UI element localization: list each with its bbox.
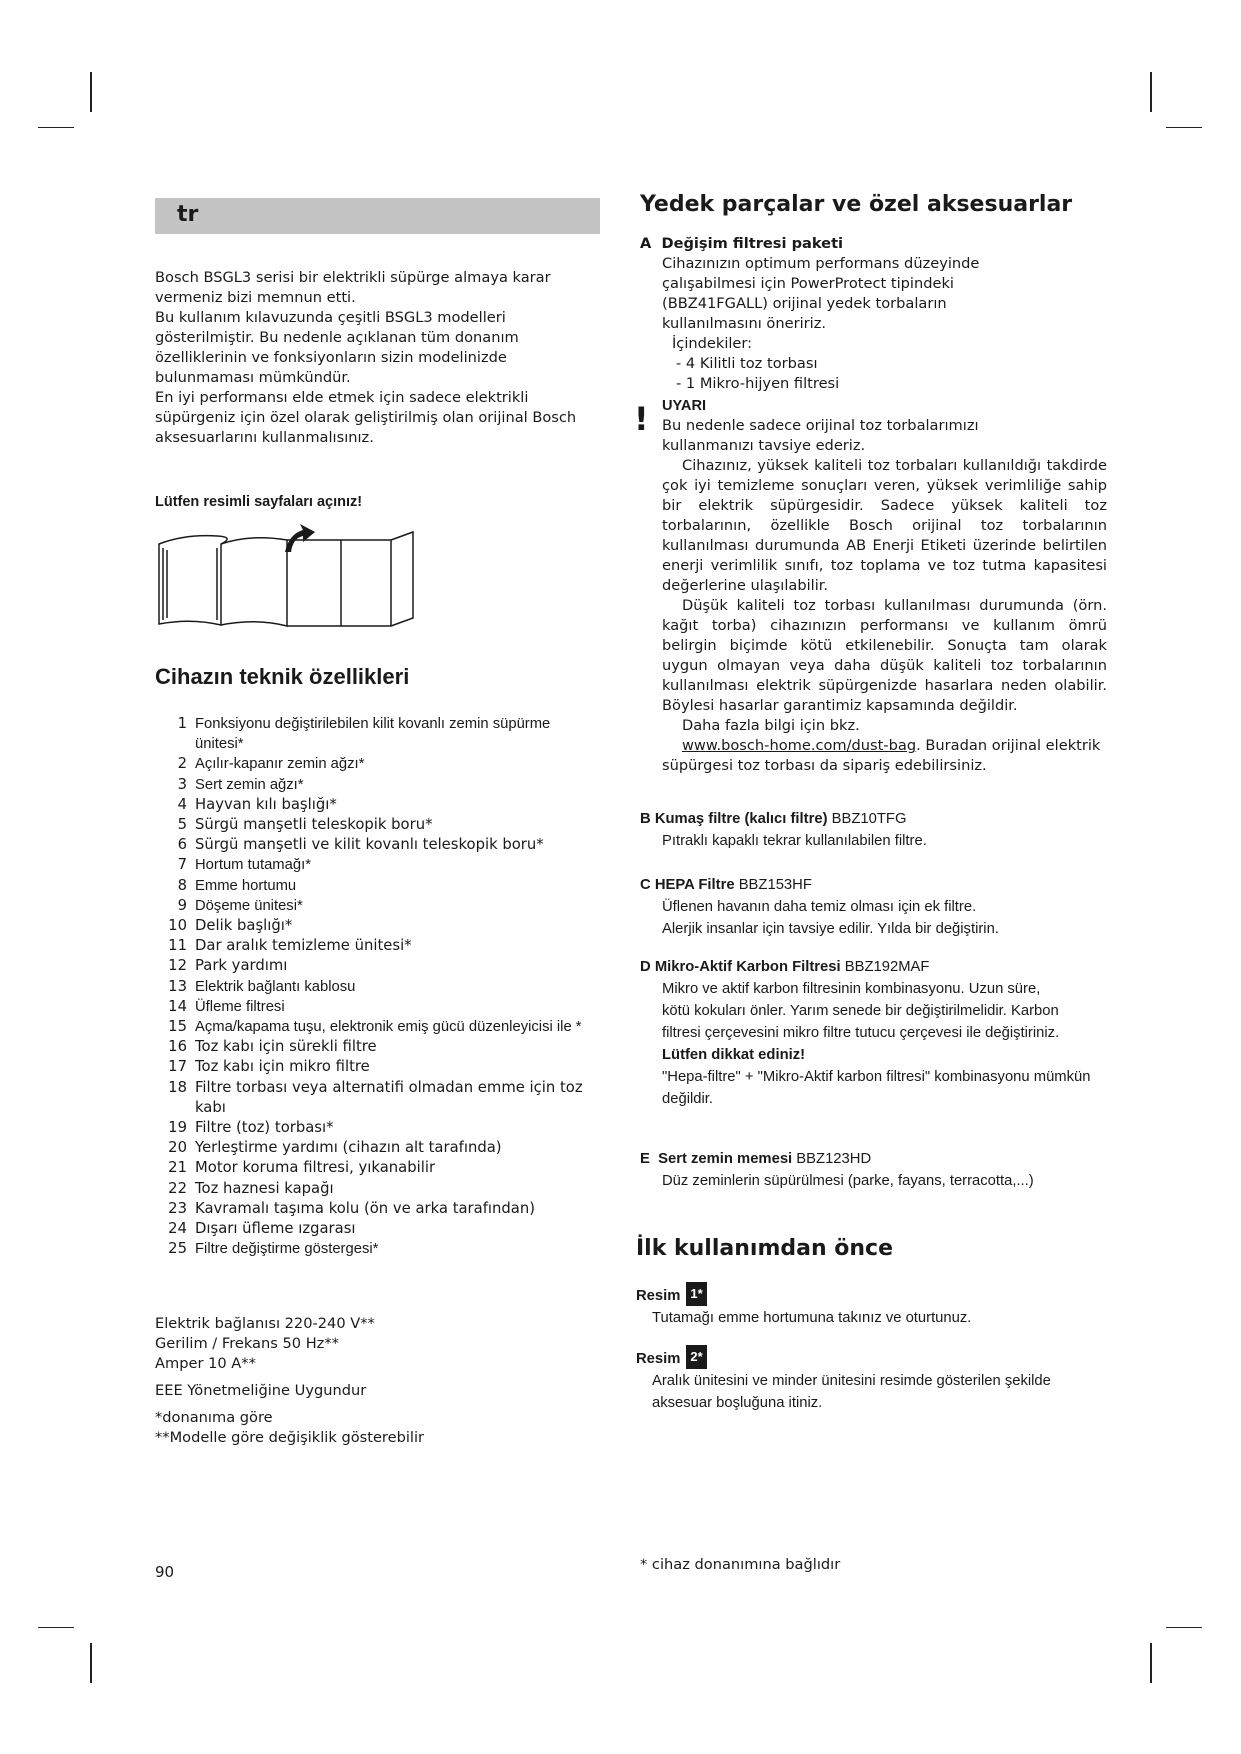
part-item [155,1219,595,1239]
section-d-text: Mikro ve aktif karbon filtresinin kombinasyonu. Uzun süre, kötü kokuları önler. Yarım senede bir değiştirilmelidir. Karbon filtresi çerçevesini mikro filtre tutucu çerçevesi ile değiştiriniz. [662,981,1060,1041]
part-label: Fonksiyonu değiştirilebilen kilit kovanlı zemin süpürme ünitesi* [195,716,551,753]
part-label: Filtre torbası veya alternatifi olmadan emme için toz kabı [195,1078,583,1116]
more-info-link-line [662,736,1107,776]
crop-mark [1150,1643,1152,1683]
contents-label: İçindekiler: [672,335,753,352]
resim-2 [636,1345,1106,1414]
part-item [155,855,595,875]
part-item [155,977,595,997]
intro-text [155,268,595,448]
warning-title: UYARI [662,398,707,414]
part-item [155,754,595,774]
part-item [155,956,595,976]
part-number: 9 [177,896,187,914]
attention-text: "Hepa-filtre" + "Mikro-Aktif karbon filtresi" kombinasyonu mümkün değildir. [662,1069,1091,1107]
part-label: Sürgü manşetli teleskopik boru* [195,816,433,834]
part-label: Toz haznesi kapağı [195,1179,334,1197]
dust-bag-link[interactable]: www.bosch-home.com/dust-bag [682,737,917,754]
contents-item: - 4 Kilitli toz torbası [676,355,818,372]
part-label: Toz kabı için mikro filtre [195,1058,370,1076]
section-b-title: Kumaş filtre (kalıcı filtre) [654,811,828,827]
section-c-title: HEPA Filtre [654,877,735,893]
part-item [155,835,595,855]
part-label: Açma/kapama tuşu, elektronik emiş gücü düzenleyicisi ile * [195,1019,582,1036]
warning-block [662,396,1107,776]
resim-label: Resim [636,1351,681,1367]
section-d-code: BBZ192MAF [844,959,930,975]
part-number: 13 [168,977,187,995]
spec-note1: *donanıma göre [155,1409,273,1426]
part-label: Filtre (toz) torbası* [195,1119,334,1137]
part-number: 5 [177,816,187,834]
resim-1-text: Tutamağı emme hortumuna takınız ve oturtunuz. [652,1310,972,1326]
part-label: Açılır-kapanır zemin ağzı* [195,756,365,773]
section-e [640,1148,1110,1192]
part-label: Yerleştirme yardımı (cihazın alt tarafında) [195,1139,502,1157]
intro-paragraph: En iyi performansı elde etmek için sadece elektrikli süpürgeniz için özel olarak geliştirilmiş olan orijinal Bosch aksesuarlarını kullanmalısınız. [155,389,577,446]
part-label: Döşeme ünitesi* [195,897,303,914]
section-e-code: BBZ123HD [796,1151,872,1167]
part-label: Dışarı üfleme ızgarası [195,1220,356,1238]
tech-specs-title: Cihazın teknik özellikleri [155,664,410,689]
part-item [155,936,595,956]
part-item [155,1057,595,1077]
part-item [155,815,595,835]
spec-eee: EEE Yönetmeliğine Uygundur [155,1382,367,1399]
section-d-title: Mikro-Aktif Karbon Filtresi [654,959,841,975]
section-a-title: Değişim filtresi paketi [661,235,844,252]
contents-item: - 1 Mikro-hijyen filtresi [676,375,840,392]
part-number: 15 [168,1018,187,1036]
part-item [155,1138,595,1158]
part-item [155,1078,595,1118]
low-quality-paragraph: Düşük kaliteli toz torbası kullanılması durumunda (örn. kağıt torba) cihazınızın performansı ve kullanım ömrü belirgin biçimde kötü etkilenebilir. Sonuçta tam olarak uygun olmayan veya daha düşük kaliteli toz torbalarının kullanılması elektrik süpürgenizde hasarlara neden olabilir. Böylesi hasarlar garantimiz kapsamında değildir. [662,597,1107,714]
part-item [155,714,595,754]
part-label: Dar aralık temizleme ünitesi* [195,937,412,955]
intro-paragraph: Bosch BSGL3 serisi bir elektrikli süpürge almaya karar vermeniz bizi memnun etti. [155,269,551,306]
spec-power: Elektrik bağlanısı 220-240 V** [155,1315,375,1332]
footnote: * cihaz donanımına bağlıdır [640,1556,841,1573]
intro-paragraph: Bu kullanım kılavuzunda çeşitli BSGL3 modelleri gösterilmiştir. Bu nedenle açıklanan tüm donanım özelliklerinin ve fonksiyonların sizin modelinizde bulunmaması mümkündür. [155,309,519,386]
part-label: Sert zemin ağzı* [195,776,304,793]
section-c-text: Alerjik insanlar için tavsiye edilir. Yılda bir değiştirin. [662,921,999,937]
part-number: 25 [168,1240,187,1258]
resim-label: Resim [636,1288,681,1304]
crop-mark [38,1627,74,1628]
part-item [155,1017,595,1037]
part-item [155,795,595,815]
part-item [155,1199,595,1219]
part-item [155,1239,595,1259]
electrical-specs [155,1314,424,1448]
part-number: 12 [168,957,187,975]
part-item [155,997,595,1017]
section-a-text: Cihazınızın optimum performans düzeyinde çalışabilmesi için PowerProtect tipindeki (BBZ41FGALL) orijinal yedek torbaların kullanılmasını öneririz. [662,255,980,332]
part-number: 22 [168,1179,187,1197]
part-label: Elektrik bağlantı kablosu [195,978,356,995]
attention-title: Lütfen dikkat ediniz! [662,1047,806,1063]
section-e-text: Düz zeminlerin süpürülmesi (parke, fayans, terracotta,...) [662,1173,1034,1189]
spec-voltage: Gerilim / Frekans 50 Hz** [155,1335,339,1352]
section-b-code: BBZ10TFG [831,811,907,827]
part-number: 14 [168,997,187,1015]
part-number: 24 [168,1220,187,1238]
part-number: 4 [177,795,187,813]
part-number: 2 [177,755,187,773]
warning-icon: ! [634,400,649,438]
part-number: 7 [177,856,187,874]
part-label: Hortum tutamağı* [195,857,311,874]
section-b [640,808,1110,852]
part-item [155,1118,595,1138]
part-item [155,1037,595,1057]
part-label: Emme hortumu [195,877,297,894]
section-letter: B [640,811,651,827]
figure-badge: 2* [686,1345,706,1369]
part-item [155,896,595,916]
part-label: Park yardımı [195,957,288,975]
part-number: 1 [177,715,187,732]
parts-list [155,714,595,1259]
section-letter: E [640,1151,650,1167]
part-number: 8 [177,876,187,894]
part-label: Delik başlığı* [195,917,293,935]
section-letter: A [640,235,652,252]
language-bar [155,198,600,234]
spec-note2: **Modelle göre değişiklik gösterebilir [155,1429,425,1446]
part-number: 19 [168,1119,187,1137]
resim-1 [636,1282,1106,1329]
part-number: 23 [168,1199,187,1217]
part-item [155,876,595,896]
part-label: Filtre değiştirme göstergesi* [195,1241,379,1258]
warning-text: Bu nedenle sadece orijinal toz torbalarımızı kullanmanızı tavsiye ederiz. [662,417,979,454]
open-pages-note: Lütfen resimli sayfaları açınız! [155,494,363,510]
part-number: 16 [168,1038,187,1056]
crop-mark [38,127,74,128]
figure-badge: 1* [686,1282,706,1306]
crop-mark [1166,127,1202,128]
part-label: Motor koruma filtresi, yıkanabilir [195,1159,436,1177]
section-e-title: Sert zemin memesi [658,1151,793,1167]
section-letter: C [640,877,651,893]
spec-amper: Amper 10 A** [155,1355,256,1372]
part-item [155,775,595,795]
part-item [155,916,595,936]
section-c-code: BBZ153HF [738,877,812,893]
section-a [640,234,1110,394]
part-label: Sürgü manşetli ve kilit kovanlı teleskopik boru* [195,836,544,854]
part-number: 11 [168,937,187,955]
part-number: 6 [177,836,187,854]
open-book-icon [155,522,425,632]
crop-mark [1166,1627,1202,1628]
page-number: 90 [155,1563,175,1581]
part-number: 10 [168,917,187,935]
order-text: . Buradan orijinal elektrik süpürgesi toz torbası da sipariş edebilirsiniz. [662,737,1101,774]
part-number: 18 [168,1078,187,1096]
crop-mark [1150,72,1152,112]
crop-mark [90,1643,92,1683]
section-letter: D [640,959,651,975]
part-label: Üfleme filtresi [195,998,285,1015]
crop-mark [90,72,92,112]
part-label: Toz kabı için sürekli filtre [195,1038,377,1056]
part-number: 20 [168,1139,187,1157]
section-c-text: Üflenen havanın daha temiz olması için ek filtre. [662,899,977,915]
part-number: 17 [168,1058,187,1076]
part-label: Kavramalı taşıma kolu (ön ve arka tarafından) [195,1199,536,1217]
part-item [155,1179,595,1199]
section-b-text: Pıtraklı kapaklı tekrar kullanılabilen filtre. [662,833,927,849]
section-d [640,956,1110,1110]
language-code: tr [177,202,199,227]
first-use-title: İlk kullanımdan önce [636,1236,894,1261]
resim-2-text: Aralık ünitesini ve minder ünitesini resimde gösterilen şekilde aksesuar boşluğuna itiniz. [652,1373,1051,1411]
part-number: 3 [177,775,187,793]
section-c [640,874,1110,940]
part-item [155,1158,595,1178]
spare-parts-title: Yedek parçalar ve özel aksesuarlar [640,192,1073,217]
part-label: Hayvan kılı başlığı* [195,795,337,813]
part-number: 21 [168,1159,187,1177]
quality-paragraph: Cihazınız, yüksek kaliteli toz torbaları kullanıldığı takdirde çok iyi temizleme sonuçları veren, yüksek verimliliğe sahip bir elektrik süpürgesidir. Sadece yüksek kaliteli toz torbalarının, özellikle Bosch orijinal toz torbalarının kullanılması durumunda AB Enerji Etiketi üzerinde belirtilen enerji verimlilik sınıfı, toz toplama ve toz tutma kapasitesi değerlerine ulaşılabilir. [662,457,1107,594]
more-info: Daha fazla bilgi için bkz. [682,717,860,734]
